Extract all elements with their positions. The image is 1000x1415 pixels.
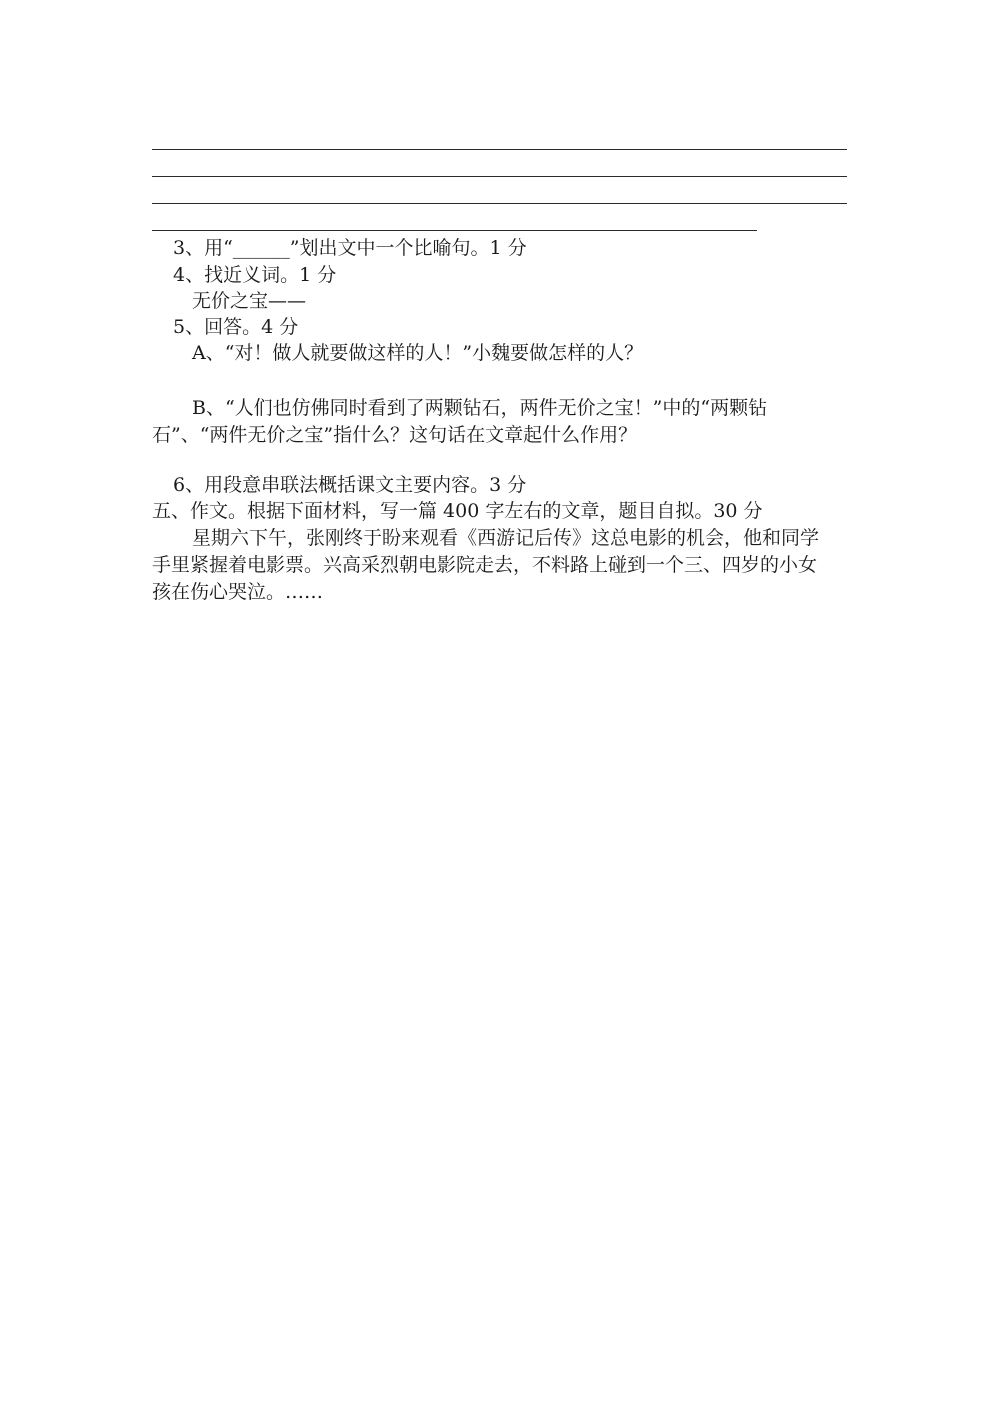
question-5-b-line-2: 石”、“两件无价之宝”指什么？这句话在文章起什么作用？ [152, 424, 638, 446]
essay-material-line-1: 星期六下午，张刚终于盼来观看《西游记后传》这总电影的机会，他和同学 [192, 527, 820, 549]
essay-material-line-2: 手里紧握着电影票。兴高采烈朝电影院走去，不料路上碰到一个三、四岁的小女 [152, 554, 818, 576]
question-3: 3、用“______”划出文中一个比喻句。1 分 [173, 237, 527, 259]
answer-line [152, 176, 847, 177]
question-4: 4、找近义词。1 分 [173, 264, 337, 286]
answer-line [152, 149, 847, 150]
essay-material-line-3: 孩在伤心哭泣。…… [152, 581, 324, 603]
answer-line [152, 203, 847, 204]
question-5: 5、回答。4 分 [173, 316, 299, 338]
question-4-item: 无价之宝—— [192, 290, 307, 312]
essay-heading: 五、作文。根据下面材料，写一篇 400 字左右的文章，题目自拟。30 分 [152, 500, 763, 522]
question-6: 6、用段意串联法概括课文主要内容。3 分 [173, 474, 527, 496]
question-5-a: A、“对！做人就要做这样的人！”小魏要做怎样的人？ [192, 342, 644, 364]
question-5-b-line-1: B、“人们也仿佛同时看到了两颗钻石，两件无价之宝！”中的“两颗钻 [192, 397, 768, 419]
answer-line [152, 230, 757, 231]
